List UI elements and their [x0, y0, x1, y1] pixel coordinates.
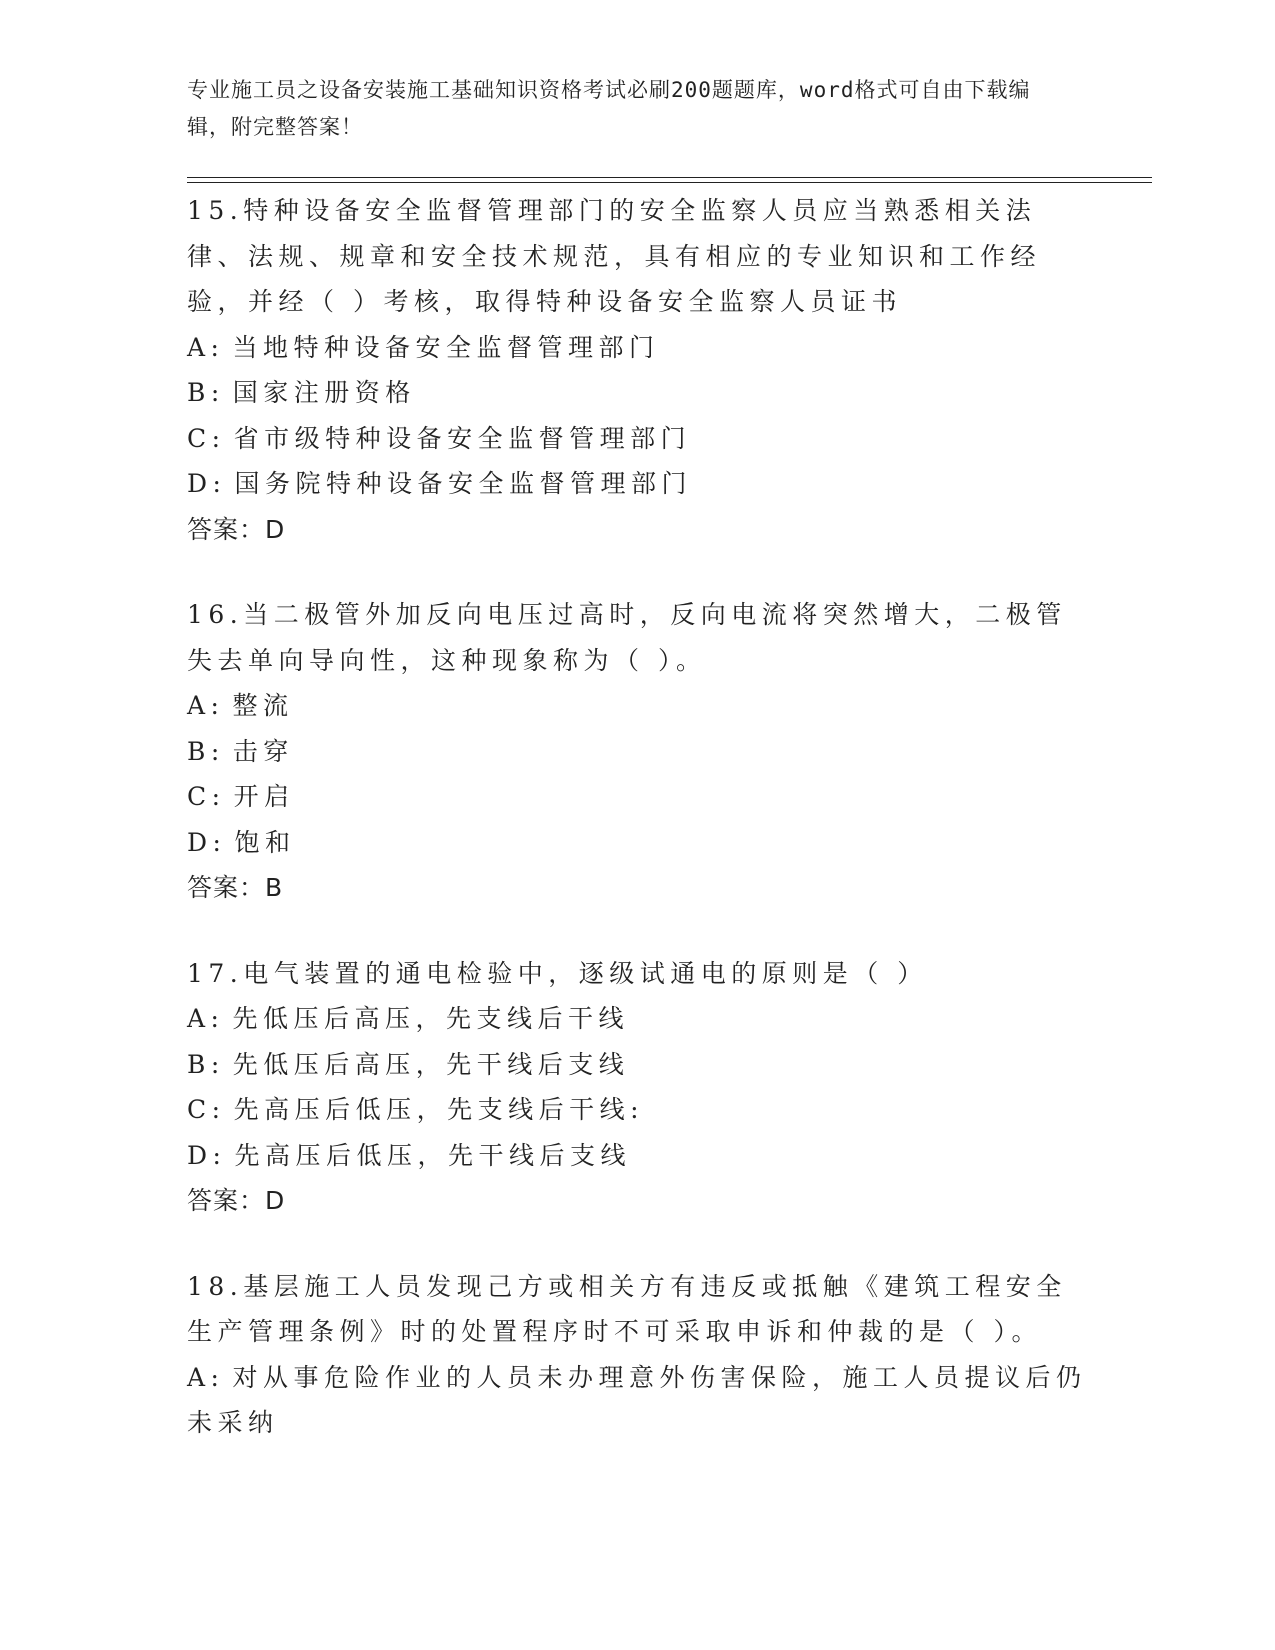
option-d: D: 国务院特种设备安全监督管理部门: [187, 469, 692, 498]
question-stem: 17.电气装置的通电检验中，逐级试通电的原则是（ ）: [187, 958, 928, 988]
question-stem: 18.基层施工人员发现己方或相关方有违反或抵触《建筑工程安全生产管理条例》时的处置程序时不可采取申诉和仲裁的是（ ）。: [187, 1271, 1067, 1346]
option-b: B: 国家注册资格: [187, 378, 416, 407]
option-c: C: 先高压后低压，先支线后干线:: [187, 1095, 644, 1124]
option-c: C: 开启: [187, 782, 295, 811]
option-a: A: 对从事危险作业的人员未办理意外伤害保险，施工人员提议后仍未采纳: [187, 1362, 1087, 1437]
answer-line: 答案：B: [187, 873, 284, 902]
question-stem: 16.当二极管外加反向电压过高时，反向电流将突然增大，二极管失去单向导向性，这种现象称为（ ）。: [187, 600, 1067, 675]
option-d: D: 饱和: [187, 827, 296, 857]
question-18: [187, 1264, 1087, 1446]
option-a: A: 整流: [187, 691, 294, 720]
question-16: [187, 592, 1087, 911]
document-header: 专业施工员之设备安装施工基础知识资格考试必刷200题题库，word格式可自由下载编辑，附完整答案！: [187, 78, 1031, 139]
option-d: D: 先高压后低压，先干线后支线: [187, 1140, 631, 1170]
option-b: B: 击穿: [187, 736, 294, 766]
header-divider-bottom: [187, 182, 1152, 183]
option-c: C: 省市级特种设备安全监督管理部门: [187, 423, 692, 453]
question-stem: 15.特种设备安全监督管理部门的安全监察人员应当熟悉相关法律、法规、规章和安全技术规范，具有相应的专业知识和工作经验，并经（ ）考核，取得特种设备安全监察人员证书: [187, 196, 1042, 316]
answer-line: 答案：D: [187, 1186, 286, 1215]
option-b: B: 先低压后高压，先干线后支线: [187, 1049, 630, 1079]
option-a: A: 当地特种设备安全监督管理部门: [187, 332, 660, 362]
answer-line: 答案：D: [187, 514, 286, 544]
question-list: [187, 188, 1087, 1486]
question-15: [187, 188, 1087, 552]
header-divider-top: [187, 177, 1152, 178]
question-17: [187, 951, 1087, 1224]
option-a: A: 先低压后高压，先支线后干线: [187, 1004, 629, 1033]
